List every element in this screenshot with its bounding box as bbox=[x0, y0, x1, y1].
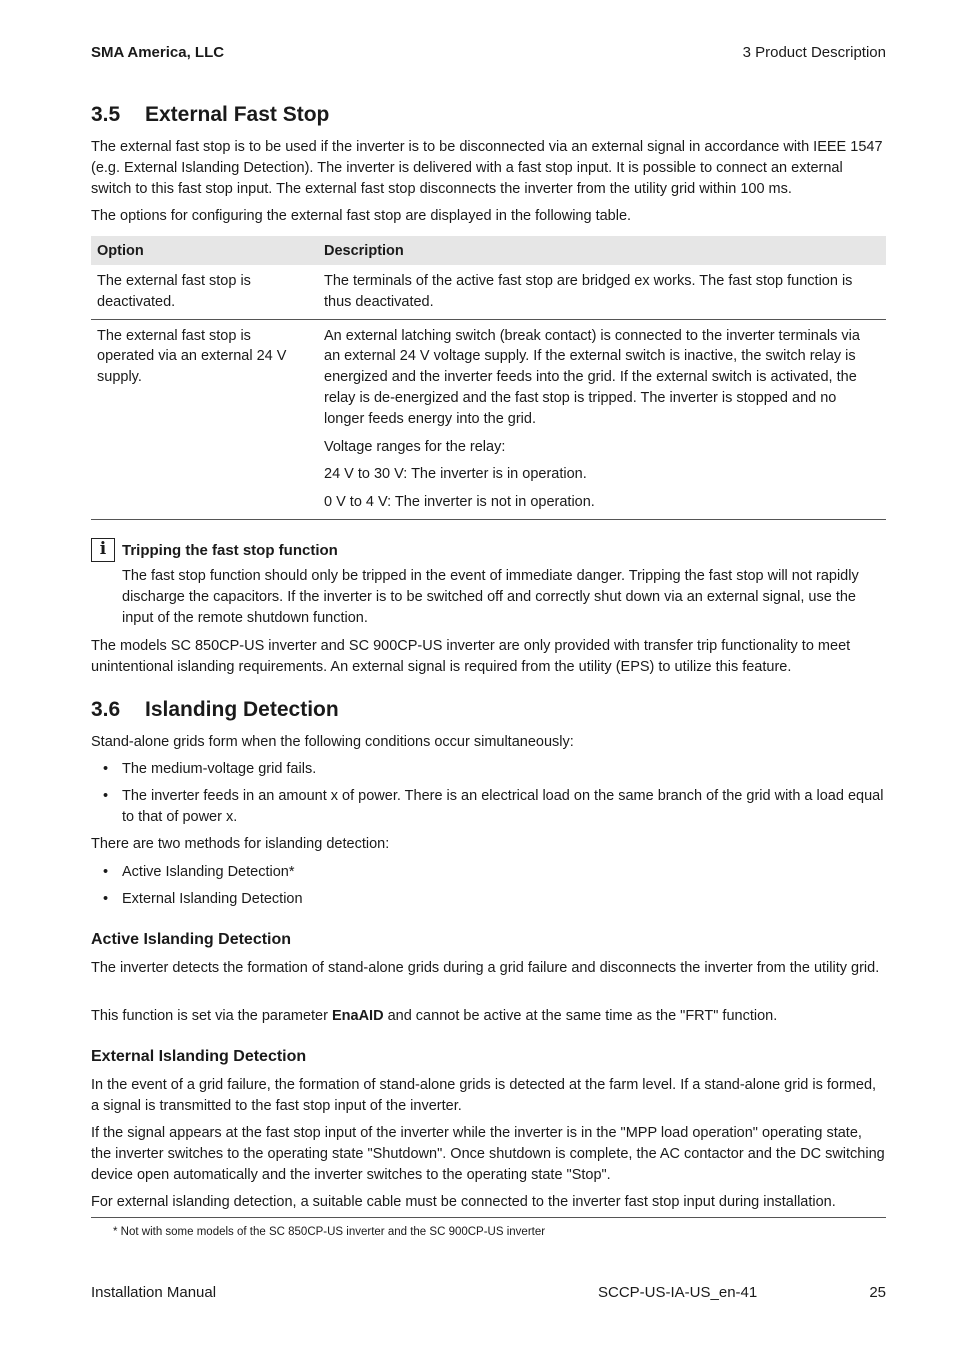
section-number: 3.5 bbox=[91, 103, 121, 126]
note-body: The fast stop function should only be tripped in the event of immediate danger. Tripping the fast stop will not rapidly discharge the capacitors. If the inverter is to be switched off and correctly shut down via an external signal, use the input of the remote shutdown function. bbox=[122, 568, 859, 626]
paragraph: The inverter detects the formation of stand-alone grids during a grid failure and disconnects the inverter from the utility grid. bbox=[91, 960, 880, 976]
footnote: * Not with some models of the SC 850CP-US inverter and the SC 900CP-US inverter bbox=[113, 1226, 546, 1238]
section-3-5-heading bbox=[91, 101, 886, 129]
table-row bbox=[91, 319, 886, 519]
company-name: SMA America, LLC bbox=[91, 44, 225, 61]
paragraph: For external islanding detection, a suitable cable must be connected to the inverter fast stop input during installation. bbox=[91, 1194, 836, 1210]
option-cell: The external fast stop is deactivated. bbox=[91, 265, 318, 319]
list-item: • The medium-voltage grid fails. bbox=[103, 761, 317, 777]
document-code: SCCP-US-IA-US_en-41 bbox=[598, 1284, 758, 1301]
table-header-row bbox=[91, 236, 886, 265]
manual-page bbox=[91, 0, 886, 1350]
page-header bbox=[91, 44, 886, 64]
description-cell: An external latching switch (break contact) is connected to the inverter terminals via an external 24 V voltage supply. If the external switch is inactive, the switch relay is energized and the inverter feeds into the grid. If the external switch is activated, the relay is de-energized and the fast stop is tripped. The inverter is stopped and no longer feeds energy into the grid. Voltage ranges for the relay: 24 V to 30 V: The inverter is in operation. 0 V to 4 V: The inverter is not in operation. bbox=[318, 319, 886, 519]
info-icon: i bbox=[91, 538, 115, 562]
paragraph: In the event of a grid failure, the formation of stand-alone grids is detected at the farm level. If a stand-alone grid is formed, a signal is transmitted to the fast stop input of the inverter. bbox=[91, 1077, 877, 1114]
options-table bbox=[91, 236, 886, 520]
section-title: External Fast Stop bbox=[145, 103, 330, 126]
footnote-divider bbox=[91, 1217, 886, 1218]
list-item: • The inverter feeds in an amount x of power. There is an electrical load on the same branch of the grid with a load equal to that of power x. bbox=[103, 787, 884, 825]
note-title: Tripping the fast stop function bbox=[122, 542, 338, 559]
option-cell: The external fast stop is operated via an external 24 V supply. bbox=[91, 319, 318, 519]
table-row bbox=[91, 265, 886, 319]
column-header-option: Option bbox=[91, 236, 318, 265]
paragraph: There are two methods for islanding detection: bbox=[91, 836, 390, 852]
paragraph: The models SC 850CP-US inverter and SC 900CP-US inverter are only provided with transfer trip functionality to meet unintentional islanding requirements. An external signal is required from the utility (EPS) to utilize this feature. bbox=[91, 638, 851, 675]
paragraph: Stand-alone grids form when the following conditions occur simultaneously: bbox=[91, 734, 574, 750]
section-title: Islanding Detection bbox=[145, 698, 339, 721]
conditions-list bbox=[91, 759, 886, 827]
page-footer bbox=[91, 1284, 886, 1304]
paragraph: The options for configuring the external fast stop are displayed in the following table. bbox=[91, 208, 632, 224]
list-item: • External Islanding Detection bbox=[103, 890, 303, 907]
paragraph: This function is set via the parameter EnaAID and cannot be active at the same time as the "FRT" function. bbox=[91, 1008, 778, 1024]
paragraph: The external fast stop is to be used if the inverter is to be disconnected via an external signal in accordance with IEEE 1547 (e.g. External Islanding Detection). The inverter is delivered with a fast stop input. It is possible to connect an external switch to this fast stop input. The external fast stop disconnects the inverter from the utility grid within 100 ms. bbox=[91, 139, 883, 197]
page-number: 25 bbox=[869, 1284, 886, 1301]
section-3-6-heading bbox=[91, 696, 886, 724]
list-item: • Active Islanding Detection* bbox=[103, 864, 295, 880]
parameter-name: EnaAID bbox=[331, 1008, 384, 1024]
paragraph: If the signal appears at the fast stop input of the inverter while the inverter is in the "MPP load operation" operating state, the inverter switches to the operating state "Shutdown". Once shutdown is complete, the AC contactor and the DC switching device open automatically and the inverter switches to the operating state "Stop". bbox=[91, 1125, 885, 1183]
manual-type: Installation Manual bbox=[91, 1284, 217, 1301]
chapter-title: 3 Product Description bbox=[742, 44, 886, 61]
subsection-heading: Active Islanding Detection bbox=[91, 931, 292, 948]
subsection-heading: External Islanding Detection bbox=[91, 1048, 307, 1065]
column-header-description: Description bbox=[318, 236, 886, 265]
description-cell: The terminals of the active fast stop are bridged ex works. The fast stop function is thus deactivated. bbox=[318, 265, 886, 319]
methods-list bbox=[91, 862, 886, 910]
section-number: 3.6 bbox=[91, 698, 121, 721]
